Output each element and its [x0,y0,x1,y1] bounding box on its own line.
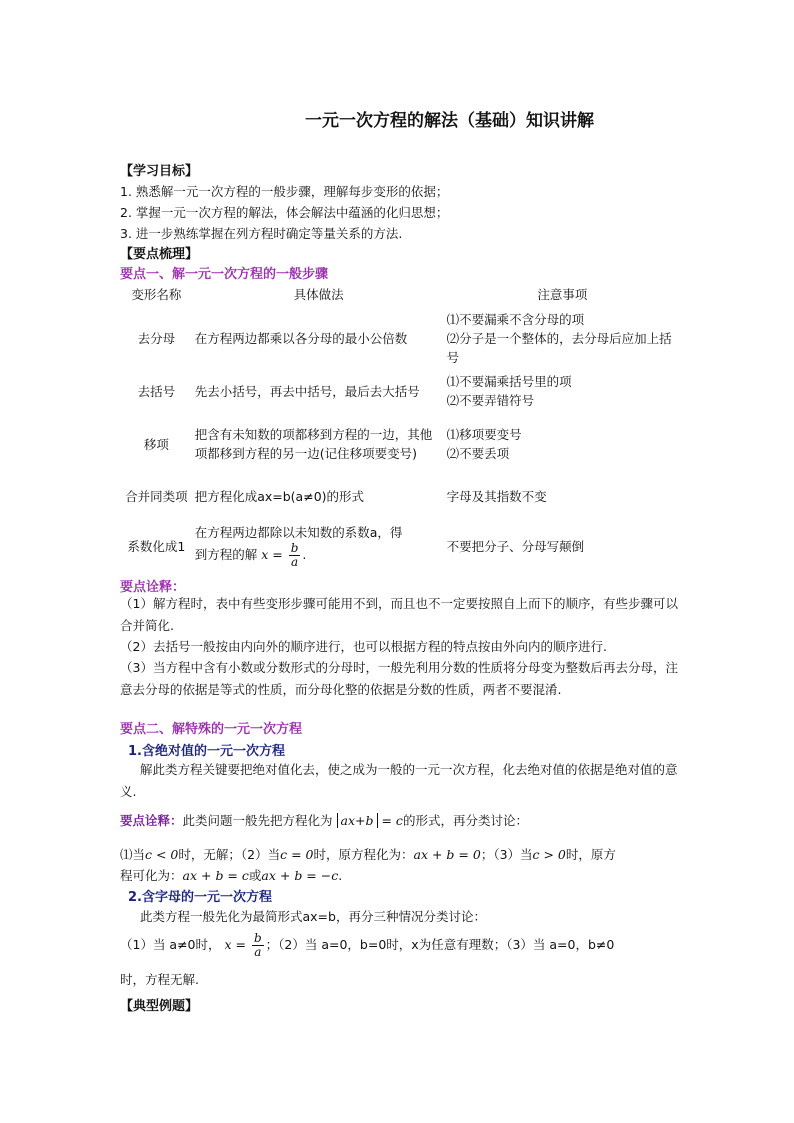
step-method-line [195,542,443,569]
fraction-numerator: b [290,541,299,555]
text: ；（3）当 [480,847,533,862]
sub1-explain-label: 要点诠释： [120,813,183,828]
text: ；（2）当 a=0，b=0时，x为任意有理数；（3）当 a=0，b≠0 [265,937,615,952]
explain-paragraph-1: （1）解方程时，表中有些变形步骤可能用不到，而且也不一定要按照自上而下的顺序，有些步骤可以合并简化. [120,596,678,633]
sub2-title: 2.含字母的一元一次方程 [128,890,272,905]
sub1-explain [120,811,528,829]
point2-title: 要点二、解特殊的一元一次方程 [120,722,303,737]
sub2-text: 此类方程一般先化为最简形式ax=b，再分三种情况分类讨论： [140,909,486,924]
points-heading: 【要点梳理】 [120,247,199,262]
step-method-line: 在方程两边都除以未知数的系数a，得 [194,525,403,540]
table-header-notes: 注意事项 [537,287,588,302]
fraction-b-over-a [289,542,301,569]
math: c = 0 [280,847,314,862]
math: c > 0 [532,847,566,862]
math-eq: = [272,547,283,562]
table-row [120,475,680,517]
table-row [120,369,680,413]
step-notes [445,369,680,413]
point1-title: 要点一、解一元一次方程的一般步骤 [120,267,329,282]
fraction-numerator: b [253,931,262,945]
objective-item-1: 1. 熟悉解一元一次方程的一般步骤，理解每步变形的依据； [120,184,449,199]
explain-paragraph-3: （3）当方程中含有小数或分数形式的分母时，一般先利用分数的性质将分母变为整数后再去分母，注意去分母的依据是等式的性质，而分母化整的依据是分数的性质，两者不要混淆. [120,660,678,697]
step-note: 不要把分子、分母写颠倒 [446,538,585,554]
text: 或 [248,868,262,883]
text: 时，原方 [565,847,616,862]
table-row [120,413,680,475]
fraction-b-over-a [252,932,264,959]
step-name: 系数化成1 [127,538,186,554]
step-name: 合并同类项 [125,488,188,504]
table-row [120,308,680,369]
objective-item-2: 2. 掌握一元一次方程的解法，体会解法中蕴涵的化归思想； [120,205,449,220]
math-eq: = c [381,813,403,828]
text: （1）当 a≠0时， [120,937,221,952]
math: c < 0 [145,847,179,862]
step-note: ⑴不要漏乘括号里的项 [446,374,572,389]
math: x = [224,937,246,952]
sub1-case-line-1 [120,845,616,863]
sub2-case-line-2: 时，方程无解. [120,972,199,987]
sub1-text: 解此类方程关键要把绝对值化去，使之成为一般的一元一次方程，化去绝对值的依据是绝对值的意义. [120,762,678,799]
step-name: 移项 [143,436,169,452]
method-text: 到方程的解 [194,547,258,562]
step-name: 去分母 [137,331,176,346]
step-note: ⑵不要弄错符号 [446,393,535,408]
step-method [193,517,445,575]
math: ax + b = c [182,868,249,883]
step-note: ⑴不要漏乘不含分母的项 [446,312,585,327]
table-header-method: 具体做法 [293,287,344,302]
math: ax + b = −c [261,868,339,883]
step-name: 去括号 [137,383,176,399]
math: ax + b = 0 [413,847,481,862]
page-title: 一元一次方程的解法（基础）知识讲解 [305,111,594,131]
step-note: 字母及其指数不变 [446,488,547,504]
fraction-denominator: a [291,555,299,569]
text: . [338,868,343,883]
text: 时，无解；（2）当 [178,847,281,862]
sub1-title: 1.含绝对值的一元一次方程 [128,744,285,759]
text: 此类问题一般先把方程化为 [182,813,333,828]
step-method: 把方程化成ax=b(a≠0)的形式 [194,488,365,504]
fraction-denominator: a [254,945,262,959]
sub2-case-line-1 [120,932,614,959]
table-row [120,517,680,575]
table-header-row [120,283,680,308]
absolute-value-expr: ax+b [337,813,378,828]
step-method: 先去小括号，再去中括号，最后去大括号 [194,383,420,399]
point1-explain-label: 要点诠释： [120,580,186,595]
examples-heading: 【典型例题】 [120,999,199,1014]
step-method: 把含有未知数的项都移到方程的一边，其他项都移到方程的另一边(记住移项要变号) [194,427,433,461]
table-header-name: 变形名称 [131,287,182,302]
text: 时，原方程化为： [313,847,414,862]
math-var: x [261,547,269,562]
step-note: ⑴移项要变号 [446,427,522,442]
step-note: ⑵不要丢项 [446,446,510,461]
steps-table [120,283,680,575]
step-notes [445,413,680,475]
objective-item-3: 3. 进一步熟练掌握在列方程时确定等量关系的方法. [120,226,403,241]
step-note: ⑵分子是一个整体的，去分母后应加上括号 [446,331,672,365]
sub1-case-line-2 [120,866,342,884]
text: ⑴当 [120,847,146,862]
step-method: 在方程两边都乘以各分母的最小公倍数 [194,331,408,346]
period: . [302,547,307,562]
explain-paragraph-2: （2）去括号一般按由内向外的顺序进行，也可以根据方程的特点按由外向内的顺序进行. [120,639,607,654]
objectives-heading: 【学习目标】 [120,164,199,179]
text: 程可化为： [120,868,183,883]
text: 的形式，再分类讨论： [402,813,528,828]
step-notes [445,308,680,369]
